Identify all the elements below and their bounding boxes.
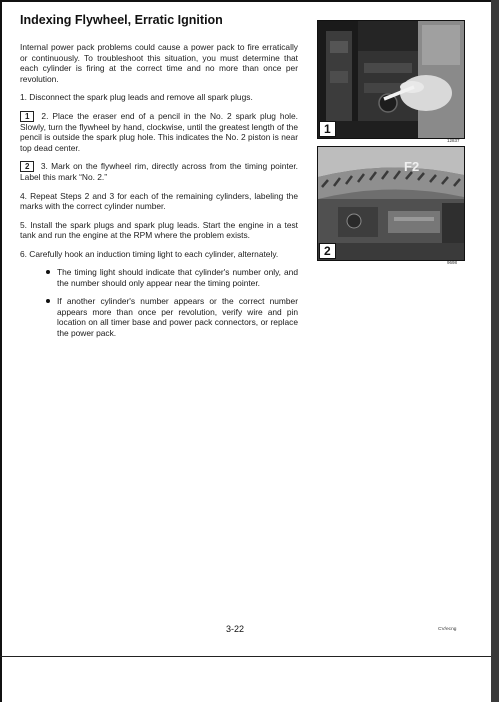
- step-5-text: 5. Install the spark plugs and spark plug leads. Start the engine in a test tank and run the engine at the RPM where the problem exists.: [20, 219, 298, 240]
- instructions-column: [20, 42, 298, 346]
- bullet-text: The timing light should indicate that cylinder's number only, and the number should only appear near the timing pointer.: [57, 267, 298, 288]
- page-bottom-rule: [0, 656, 491, 657]
- list-item: [44, 296, 298, 338]
- figure-ref-badge: 1: [20, 111, 34, 122]
- page-frame-right: [491, 0, 499, 702]
- step-6: [20, 249, 298, 260]
- figure-label: 2: [319, 243, 336, 259]
- timing-light-bullets: [20, 267, 298, 338]
- step-4: [20, 191, 298, 212]
- step-1-text: 1. Disconnect the spark plug leads and remove all spark plugs.: [20, 92, 253, 102]
- step-6-text: 6. Carefully hook an induction timing light to each cylinder, alternately.: [20, 248, 279, 259]
- step-5: [20, 220, 298, 241]
- step-2-text: 2. Place the eraser end of a pencil in the No. 2 spark plug hole. Slowly, turn the flywheel by hand, clockwise, until the greatest length of the pencil is outside the spark plug hole. This indicates the No. 2 piston is near top dead center.: [20, 110, 299, 153]
- figure-ref-badge: 2: [20, 161, 34, 172]
- figure-1-photo: [317, 20, 465, 139]
- figure-2-code: 9698: [447, 260, 458, 265]
- step-3: [20, 161, 298, 183]
- document-code: CV/ecng: [438, 627, 457, 632]
- step-1: [20, 92, 298, 103]
- figure-1-code: 12837: [447, 138, 460, 143]
- engine-photo-image: [318, 21, 464, 138]
- figure-2-photo: [317, 146, 465, 261]
- list-item: [44, 267, 298, 288]
- intro-paragraph: Internal power pack problems could cause a power pack to fire erratically or continuously. To troubleshoot this situation, you must determine that each cylinder is firing at the correct time and no more than once per revolution.: [20, 42, 298, 84]
- figure-label: 1: [319, 121, 336, 137]
- flywheel-photo-image: [318, 147, 464, 260]
- bullet-text: If another cylinder's number appears or the correct number appears more than once per revolution, verify wire and pin location on all timer base and power pack connectors, or replace the power pack.: [57, 296, 298, 338]
- step-4-text: 4. Repeat Steps 2 and 3 for each of the remaining cylinders, labeling the marks with the correct cylinder number.: [20, 190, 298, 211]
- svg-text:F2: F2: [404, 159, 420, 174]
- page-number: 3-22: [226, 624, 245, 634]
- page-title: Indexing Flywheel, Erratic Ignition: [20, 13, 223, 27]
- step-2: [20, 111, 298, 154]
- step-3-text: 3. Mark on the flywheel rim, directly across from the timing pointer. Label this mark “No. 2.”: [20, 161, 299, 182]
